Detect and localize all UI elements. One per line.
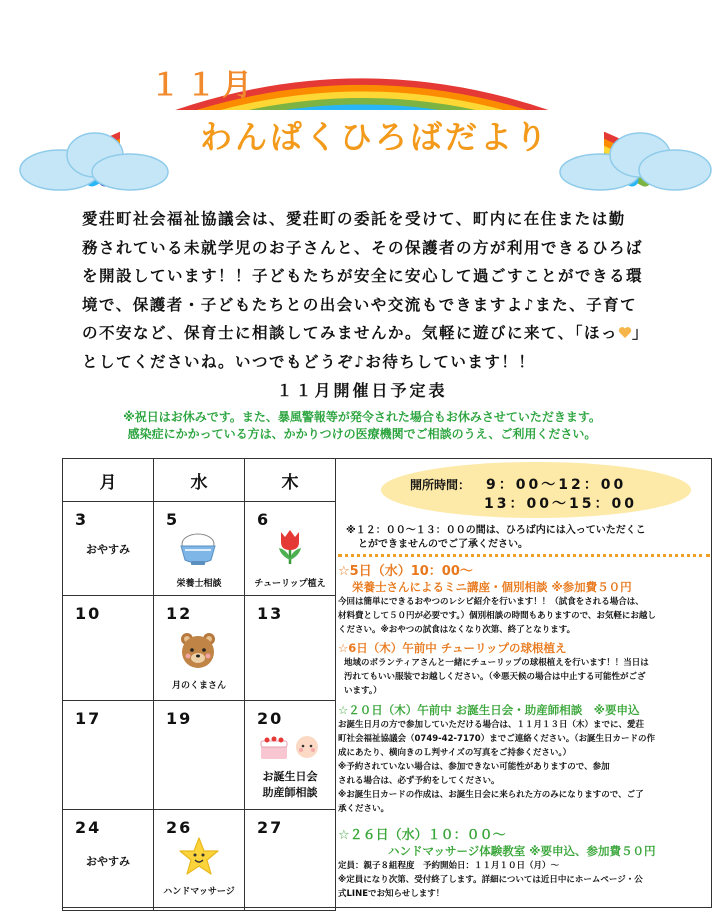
tulip-icon xyxy=(273,526,307,566)
day-number: 24 xyxy=(75,818,102,837)
event-line: 定員：親子８組程度 予約開始日：１１月１０日（月）～ xyxy=(338,861,560,871)
calendar-cell xyxy=(245,596,336,701)
intro-line: を開設しています！！子どもたちが安全に安心して過ごすことができる環 xyxy=(82,267,644,285)
intro-line: としてくださいね。いつでもどうぞ♪お待ちしています！！ xyxy=(82,352,536,371)
hours-note-line: ※１２：００～１３：００の間は、ひろば内には入っていただくこ xyxy=(346,525,646,536)
day-label: 月のくまさん xyxy=(171,681,226,691)
event-body xyxy=(338,595,710,637)
event-line: 地域のボランティアさんと一緒にチューリップの球根植えを行います！！当日は xyxy=(344,658,649,668)
hours-note-line: とができませんのでご了承ください。 xyxy=(358,539,528,550)
event-line: 材料費として５０円が必要です。）個別相談の時間もありますので、お気軽にお越し xyxy=(338,611,656,621)
cake-baby-icon xyxy=(257,731,327,763)
event-line: ※予約されていない場合は、参加できない可能性がありますので、参加 xyxy=(338,762,610,772)
day-number: 20 xyxy=(257,709,284,728)
star-icon xyxy=(178,836,220,876)
notice xyxy=(0,409,724,443)
calendar-header-wed: 水 xyxy=(154,459,245,502)
day-number: 27 xyxy=(257,818,284,837)
hours-slot-1: 9：00～12：00 xyxy=(486,477,627,493)
dotted-divider xyxy=(338,554,710,557)
event-heading: ☆5日（水）10：00～ xyxy=(338,564,473,579)
event-heading: ☆２６日（水）１０：００～ xyxy=(338,828,506,843)
notice-line: 感染症にかかっている方は、かかりつけの医療機関でご相談のうえ、ご利用ください。 xyxy=(127,427,597,441)
day-number: 12 xyxy=(166,604,193,623)
intro-line-text: の不安など、保育士に相談してみませんか。気軽に遊びに来て、「ほっ xyxy=(82,324,618,342)
day-number: 6 xyxy=(257,510,271,529)
day-label-2: 助産師相談 xyxy=(262,786,318,799)
day-label: ハンドマッサージ xyxy=(163,887,235,897)
calendar-cell xyxy=(63,810,154,911)
day-number: 5 xyxy=(166,510,180,529)
heart-icon xyxy=(618,326,632,339)
event-line: ※お誕生日カードの作成は、お誕生日会に来られた方のみになりますので、ご了 xyxy=(338,790,644,800)
day-number: 26 xyxy=(166,818,193,837)
intro-line: 境で、保護者・子どもたちとの出会いや交流もできますよ♪また、子育て xyxy=(82,295,638,314)
newsletter-title: わんぱくひろばだより xyxy=(200,118,551,156)
schedule-title: １１月開催日予定表 xyxy=(276,381,448,400)
event-line: います。） xyxy=(344,686,382,696)
day-label: お誕生日会 xyxy=(262,770,318,783)
day-label: チューリップ植え xyxy=(254,579,326,589)
intro-text xyxy=(82,205,662,376)
calendar-cell xyxy=(154,502,245,596)
event-line: ください。※おやつの試食はなくなり次第、終了となります。 xyxy=(338,625,576,635)
rainbow-illustration xyxy=(0,0,724,200)
calendar-header-thu: 木 xyxy=(245,459,336,502)
intro-line: 愛荘町社会福祉協議会は、愛荘町の委託を受けて、町内に在住または勤 xyxy=(82,210,626,228)
event-line: 承ください。 xyxy=(338,804,390,814)
calendar-cell xyxy=(245,701,336,810)
event-heading: ☆２０日（木）午前中 お誕生日会・助産師相談 ※要申込 xyxy=(338,703,640,717)
day-label: 栄養士相談 xyxy=(176,579,222,589)
intro-line-text: 」 xyxy=(631,324,649,342)
hours-slot-2: 13：00～15：00 xyxy=(484,496,637,512)
intro-line xyxy=(82,319,662,348)
hours-label: 開所時間： xyxy=(410,478,471,492)
day-number: 10 xyxy=(75,604,102,623)
calendar-header-mon: 月 xyxy=(63,459,154,502)
event-subheading: 栄養士さんによるミニ講座・個別相談 ※参加費５０円 xyxy=(352,580,632,594)
calendar-cell xyxy=(154,596,245,701)
event-2 xyxy=(338,640,710,698)
event-line: ※定員になり次第、受付終了します。詳細については近日中にホームページ・公 xyxy=(338,875,643,885)
event-line: 成にあたり、横向きのＬ判サイズの写真をご持参ください。） xyxy=(338,748,572,758)
hours-note xyxy=(346,524,706,552)
calendar-table xyxy=(62,458,336,911)
day-label: おやすみ xyxy=(86,855,130,868)
day-number: 17 xyxy=(75,709,102,728)
day-number: 19 xyxy=(166,709,193,728)
day-number: 13 xyxy=(257,604,284,623)
event-body xyxy=(338,656,710,698)
event-line: お誕生日月の方で参加していただける場合は、１１月１３日（木）までに、愛荘 xyxy=(338,720,645,730)
event-body xyxy=(338,859,710,901)
rice-bowl-icon xyxy=(176,528,220,568)
event-line: 今回は簡単にできるおやつのレシピ紹介を行います！！（試食をされる場合は、 xyxy=(338,597,644,607)
event-line: 式LINEでお知らせします！ xyxy=(338,889,445,899)
day-label: おやすみ xyxy=(86,543,130,556)
event-line: 町社会福祉協議会（0749-42-7170）までご連絡ください。（お誕生日カードの作 xyxy=(338,734,655,744)
intro-line: 務されている未就学児のお子さんと、その保護者の方が利用できるひろば xyxy=(82,238,644,257)
event-line: 汚れてもいい服装でお越しください。（※悪天候の場合は中止する可能性がござ xyxy=(344,672,646,682)
month-title: １１月 xyxy=(150,68,258,103)
calendar-cell xyxy=(154,810,245,911)
calendar-cell xyxy=(245,502,336,596)
calendar-cell xyxy=(63,596,154,701)
notice-line: ※祝日はお休みです。また、暴風警報等が発令された場合もお休みさせていただきます。 xyxy=(123,410,601,424)
event-1 xyxy=(338,560,710,637)
event-body xyxy=(338,718,710,816)
event-line: される場合は、必ず予約をしてください。 xyxy=(338,776,500,786)
calendar-cell xyxy=(154,701,245,810)
day-number: 3 xyxy=(75,510,89,529)
event-3 xyxy=(338,702,710,816)
calendar-cell xyxy=(63,701,154,810)
event-heading: ☆6日（木）午前中 チューリップの球根植え xyxy=(338,641,567,655)
calendar-cell xyxy=(245,810,336,911)
event-subheading: ハンドマッサージ体験教室 ※要申込、参加費５０円 xyxy=(388,844,656,858)
bear-icon xyxy=(178,630,218,670)
event-4 xyxy=(338,824,710,901)
calendar-cell xyxy=(63,502,154,596)
